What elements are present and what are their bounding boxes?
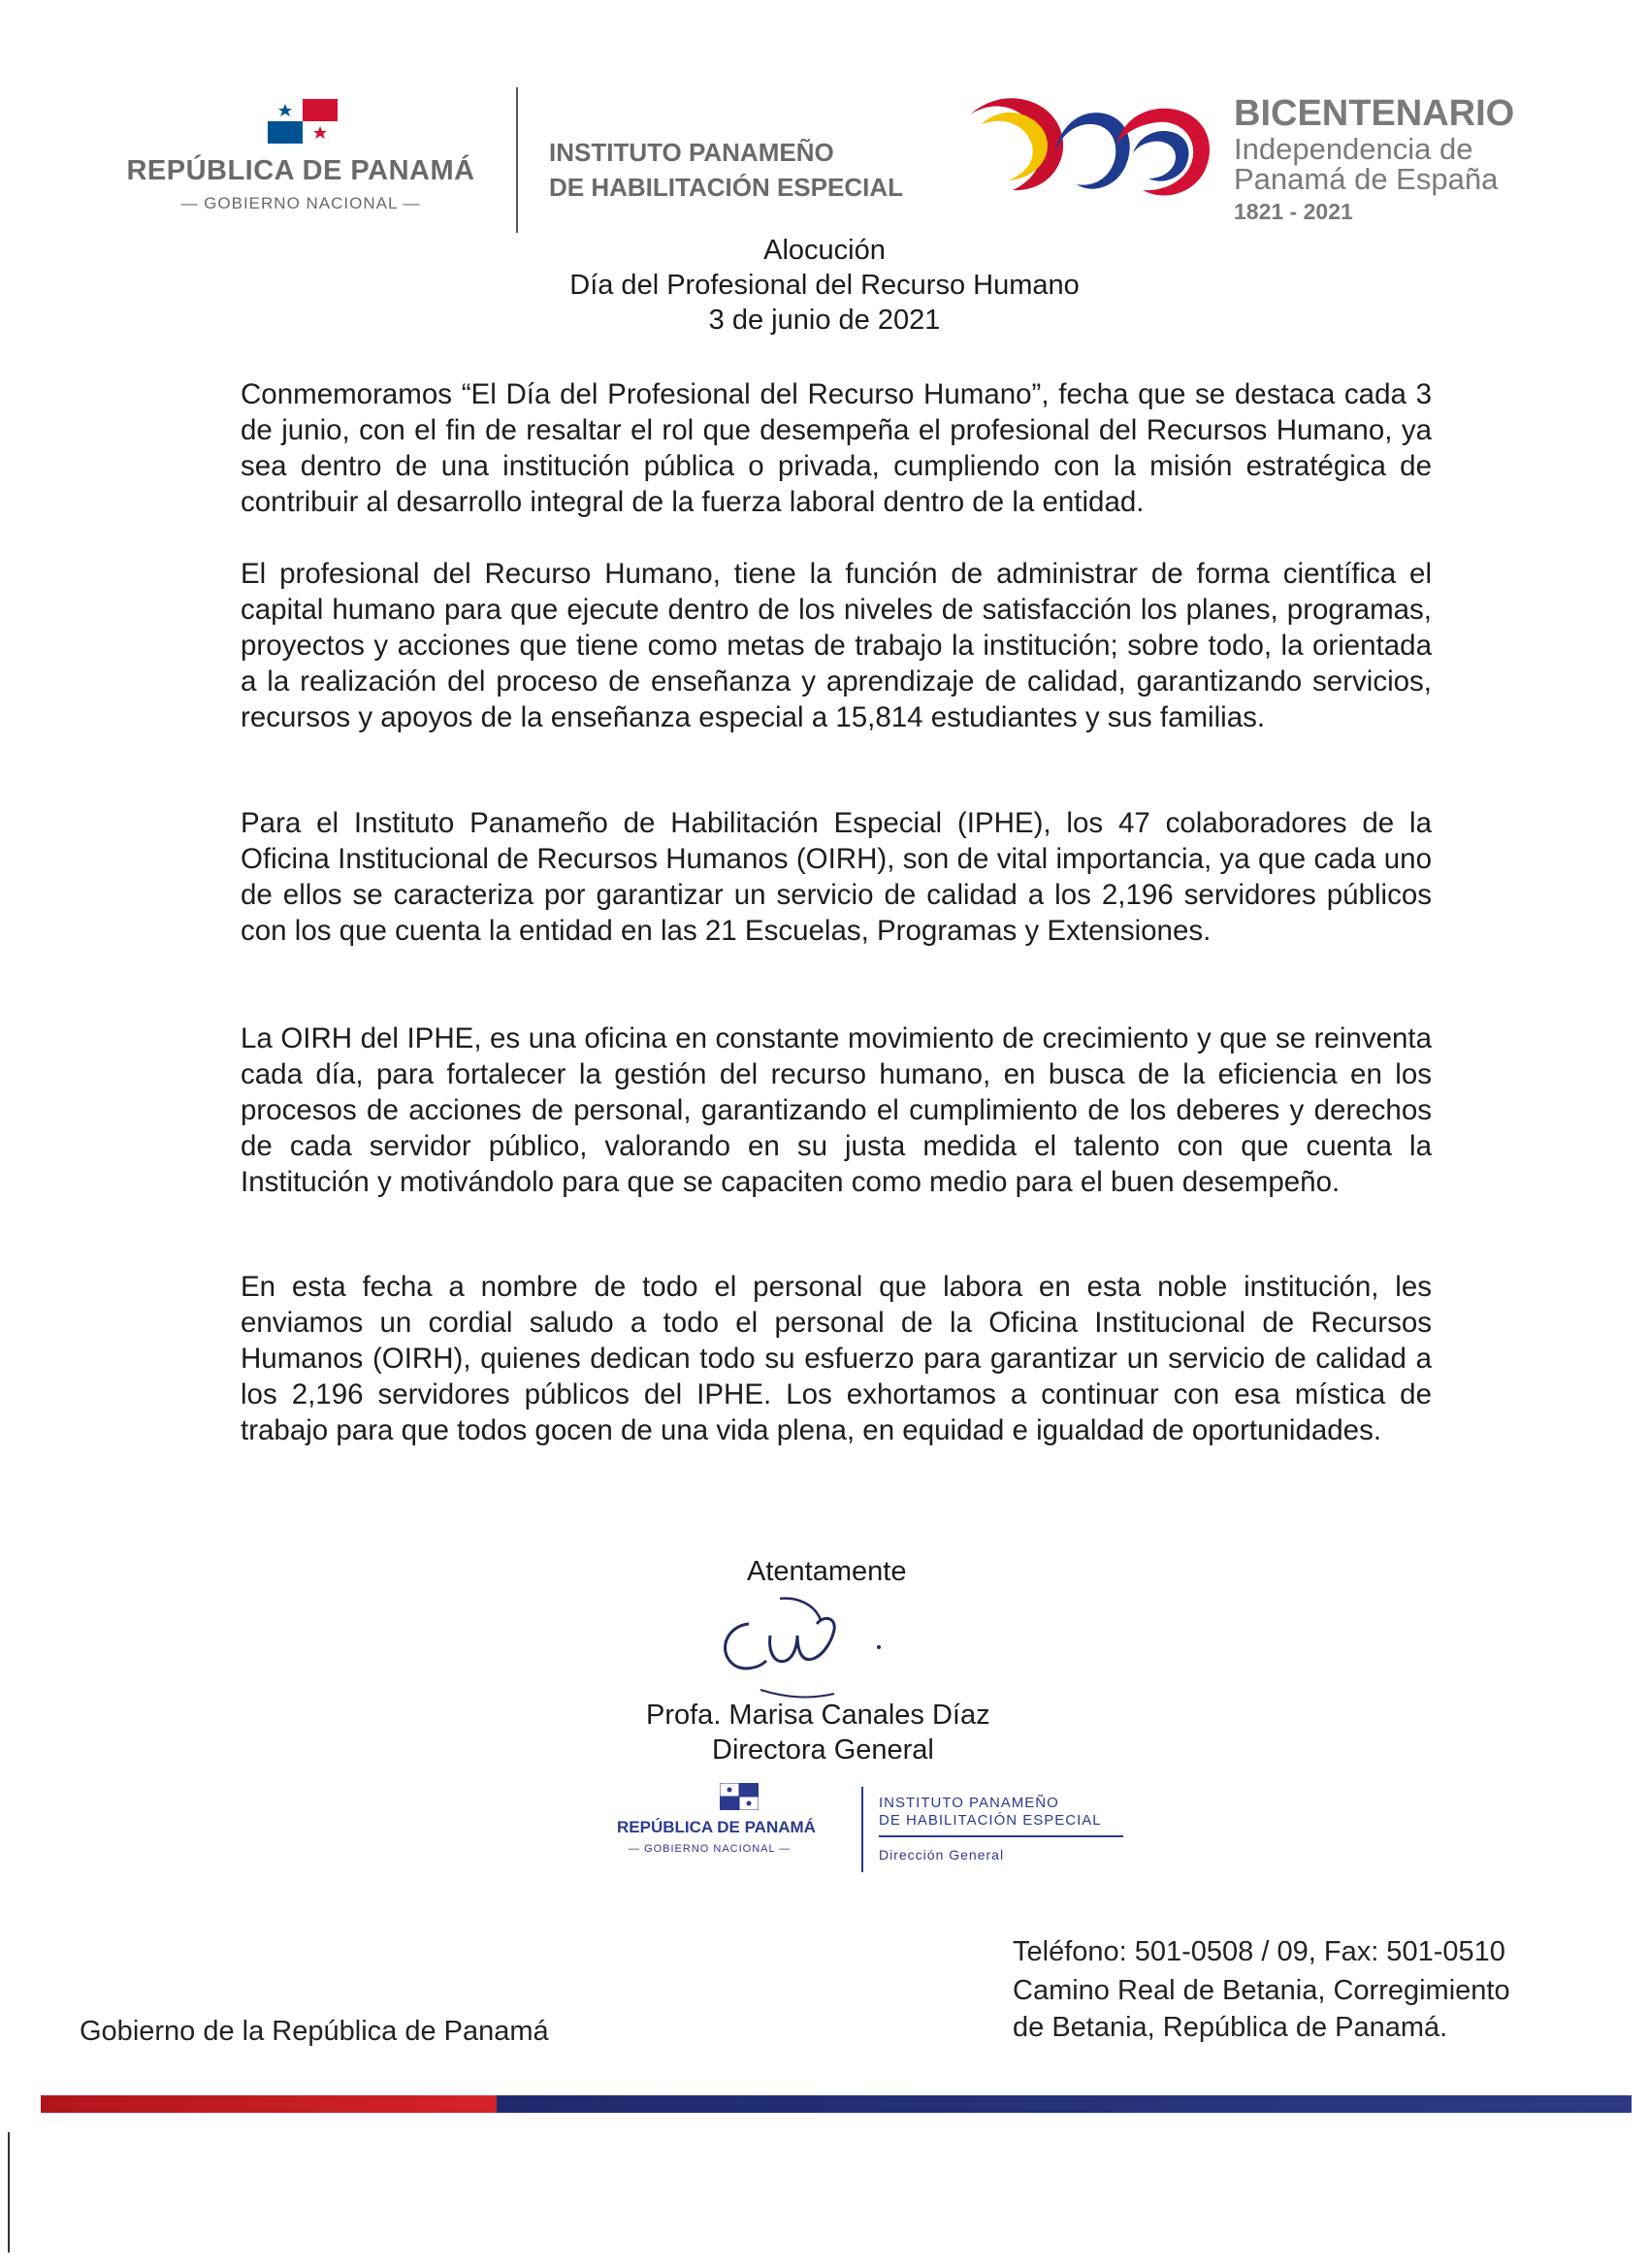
- document-subtitle: Día del Profesional del Recurso Humano: [569, 270, 1080, 301]
- signer-title: Directora General: [712, 1734, 934, 1766]
- footer-address-line1: Camino Real de Betania, Corregimiento: [1013, 1975, 1510, 2006]
- footer-bar-red: [41, 2095, 497, 2113]
- bicentenario-title: BICENTENARIO: [1234, 93, 1515, 134]
- panama-flag-icon: [268, 99, 338, 144]
- stamp-institute-line1: INSTITUTO PANAMEÑO: [879, 1795, 1059, 1811]
- footer-phone: Teléfono: 501-0508 / 09, Fax: 501-0510: [1013, 1936, 1505, 1967]
- republic-subtitle: — GOBIERNO NACIONAL —: [180, 194, 421, 212]
- stamp-divider: [861, 1787, 863, 1872]
- stamp-republic: REPÚBLICA DE PANAMÁ: [617, 1818, 816, 1836]
- scan-edge-line: [8, 2132, 10, 2252]
- document-date: 3 de junio de 2021: [708, 305, 941, 336]
- institute-name-line1: INSTITUTO PANAMEÑO: [549, 138, 834, 167]
- header-divider: [516, 87, 518, 233]
- republic-title: REPÚBLICA DE PANAMÁ: [126, 155, 475, 186]
- closing-text: Atentamente: [747, 1556, 907, 1587]
- footer-address-line2: de Betania, República de Panamá.: [1013, 2012, 1448, 2043]
- stamp-rule: [879, 1835, 1123, 1837]
- document-title: Alocución: [763, 235, 886, 266]
- handwritten-signature: [689, 1591, 922, 1717]
- body-paragraph-3: Para el Instituto Panameño de Habilitación Especial (IPHE), los 47 colaboradores de la Oficina Institucional de Recursos Humanos (OIRH), son de vital importancia, ya que cada uno de ellos se caracteriza por garantizar un servicio de calidad a los 2,196 servidores públicos con los que cuenta la entidad en las 21 Escuelas, Programas y Extensiones.: [241, 807, 1432, 947]
- institute-name-line2: DE HABILITACIÓN ESPECIAL: [549, 173, 903, 202]
- stamp-gobierno: — GOBIERNO NACIONAL —: [629, 1843, 792, 1855]
- bicentenario-line2: Independencia de: [1234, 132, 1473, 166]
- bicentenario-line3: Panamá de España: [1234, 162, 1499, 196]
- footer-bar-blue: [497, 2095, 1632, 2113]
- body-paragraph-5: En esta fecha a nombre de todo el personal que labora en esta noble institución, les enviamos un cordial saludo a todo el personal de la Oficina Institucional de Recursos Humanos (OIRH), quienes dedican todo su esfuerzo para garantizar un servicio de calidad a los 2,196 servidores públicos del IPHE. Los exhortamos a continuar con esa mística de trabajo para que todos gocen de una vida plena, en equidad e igualdad de oportunidades.: [241, 1271, 1432, 1446]
- body-paragraph-1: Conmemoramos “El Día del Profesional del Recurso Humano”, fecha que se destaca cada 3 de junio, con el fin de resaltar el rol que desempeña el profesional del Recursos Humano, ya sea dentro de una institución pública o privada, cumpliendo con la misión estratégica de contribuir al desarrollo integral de la fuerza laboral dentro de la entidad.: [241, 378, 1432, 518]
- stamp-institute-line2: DE HABILITACIÓN ESPECIAL: [879, 1812, 1102, 1829]
- body-paragraph-4: La OIRH del IPHE, es una oficina en constante movimiento de crecimiento y que se reinventa cada día, para fortalecer la gestión del recurso humano, en busca de la eficiencia en los procesos de acciones de personal, garantizando el cumplimiento de los deberes y derechos de cada servidor público, valorando en su justa medida el talento con que cuenta la Institución y motivándolo para que se capaciten como medio para el buen desempeño.: [241, 1022, 1432, 1198]
- stamp-flag-icon: [720, 1783, 759, 1810]
- bicentenario-years: 1821 - 2021: [1234, 199, 1353, 224]
- bicentenario-ribbon-logo: [962, 85, 1230, 211]
- stamp-direction: Dirección General: [879, 1847, 1005, 1863]
- body-paragraph-2: El profesional del Recurso Humano, tiene la función de administrar de forma científica el capital humano para que ejecute dentro de los niveles de satisfacción los planes, programas, proyectos y acciones que tiene como metas de trabajo la institución; sobre todo, la orientada a la realización del proceso de enseñanza y aprendizaje de calidad, garantizando servicios, recursos y apoyos de la enseñanza especial a 15,814 estudiantes y sus familias.: [241, 558, 1432, 733]
- signer-name: Profa. Marisa Canales Díaz: [646, 1700, 990, 1731]
- footer-government: Gobierno de la República de Panamá: [80, 2016, 549, 2047]
